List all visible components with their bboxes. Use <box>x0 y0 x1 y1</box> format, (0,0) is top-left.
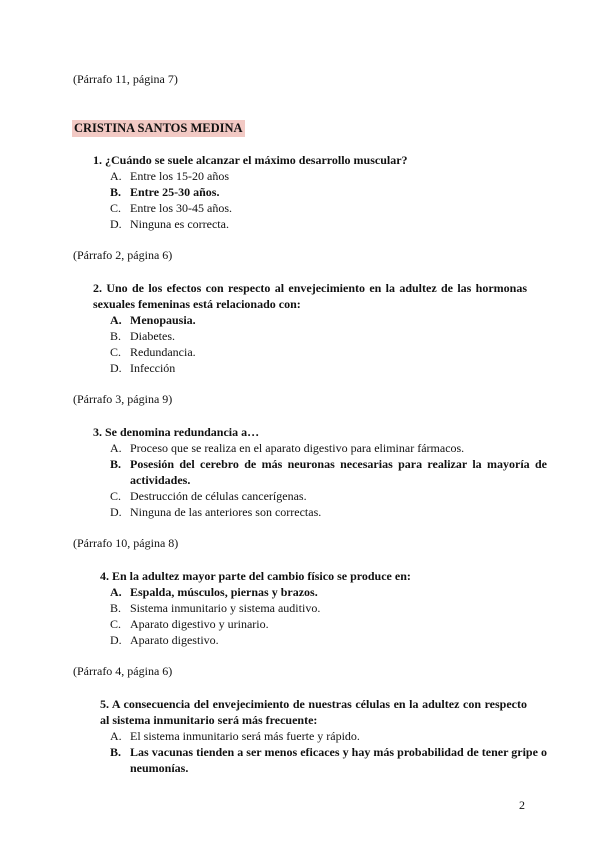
option-text: Infección <box>130 361 176 375</box>
option-text: El sistema inmunitario será más fuerte y rápido. <box>130 729 360 743</box>
option-letter: B. <box>110 185 122 199</box>
option-text: Aparato digestivo. <box>130 633 219 647</box>
paragraph-reference: (Párrafo 2, página 6) <box>73 248 173 262</box>
paragraph-reference: (Párrafo 11, página 7) <box>73 72 178 86</box>
option-letter: D. <box>110 217 122 231</box>
option-text: Ninguna de las anteriores son correctas. <box>130 505 322 519</box>
option-letter: A. <box>110 585 122 599</box>
option-3d <box>110 504 321 520</box>
option-letter: D. <box>110 633 122 647</box>
paragraph-reference: (Párrafo 4, página 6) <box>73 664 173 678</box>
option-text: Diabetes. <box>130 329 175 343</box>
option-text: Ninguna es correcta. <box>130 217 229 231</box>
option-letter: A. <box>110 169 122 183</box>
question-5-line-1: 5. A consecuencia del envejecimiento de nuestras células en la adultez con respecto <box>100 697 527 711</box>
option-letter: D. <box>110 361 122 375</box>
option-text: Entre los 15-20 años <box>130 169 229 183</box>
option-letter: A. <box>110 313 122 327</box>
option-text: Entre los 30-45 años. <box>130 201 232 215</box>
question-1: 1. ¿Cuándo se suele alcanzar el máximo desarrollo muscular? <box>93 153 408 167</box>
option-letter: B. <box>110 601 122 615</box>
option-4c <box>110 616 269 632</box>
option-3a <box>110 440 464 456</box>
option-letter: D. <box>110 505 122 519</box>
option-text: Destrucción de células cancerígenas. <box>130 489 307 503</box>
question-2-line-1: 2. Uno de los efectos con respecto al envejecimiento en la adultez de las hormonas <box>93 281 527 295</box>
option-1c <box>110 200 232 216</box>
option-text: Entre 25-30 años. <box>130 185 220 199</box>
option-2d <box>110 360 175 376</box>
page-number: 2 <box>519 798 525 812</box>
option-2c <box>110 344 196 360</box>
author-name: CRISTINA SANTOS MEDINA <box>74 121 243 135</box>
option-letter: C. <box>110 201 122 215</box>
paragraph-reference: (Párrafo 10, página 8) <box>73 536 179 550</box>
paragraph-reference: (Párrafo 3, página 9) <box>73 392 173 406</box>
option-1a <box>110 168 229 184</box>
option-text: Aparato digestivo y urinario. <box>130 617 269 631</box>
option-letter: A. <box>110 729 122 743</box>
option-2a <box>110 312 196 328</box>
option-4d <box>110 632 219 648</box>
option-text: Las vacunas tienden a ser menos eficaces y hay más probabilidad de tener gripe o neumonías. <box>130 745 547 775</box>
option-letter: B. <box>110 745 122 759</box>
option-text: Redundancia. <box>130 345 196 359</box>
option-5b <box>110 744 547 776</box>
question-3: 3. Se denomina redundancia a… <box>93 425 260 439</box>
option-letter: C. <box>110 617 122 631</box>
option-2b <box>110 328 175 344</box>
option-4b <box>110 600 320 616</box>
option-letter: A. <box>110 441 122 455</box>
option-text: Espalda, músculos, piernas y brazos. <box>130 585 318 599</box>
option-1d <box>110 216 229 232</box>
option-3b <box>110 456 547 488</box>
option-5a <box>110 728 360 744</box>
option-text: Posesión del cerebro de más neuronas necesarias para realizar la mayoría de actividades. <box>130 457 547 487</box>
option-1b <box>110 184 219 200</box>
option-text: Proceso que se realiza en el aparato digestivo para eliminar fármacos. <box>130 441 465 455</box>
option-text: Sistema inmunitario y sistema auditivo. <box>130 601 321 615</box>
option-text: Menopausia. <box>130 313 196 327</box>
option-3c <box>110 488 307 504</box>
option-letter: C. <box>110 345 122 359</box>
question-5-line-2: al sistema inmunitario será más frecuente: <box>100 713 318 727</box>
option-letter: B. <box>110 457 122 471</box>
option-letter: C. <box>110 489 122 503</box>
option-4a <box>110 584 318 600</box>
question-4: 4. En la adultez mayor parte del cambio físico se produce en: <box>100 569 411 583</box>
option-letter: B. <box>110 329 122 343</box>
question-2-line-2: sexuales femeninas está relacionado con: <box>93 297 301 311</box>
